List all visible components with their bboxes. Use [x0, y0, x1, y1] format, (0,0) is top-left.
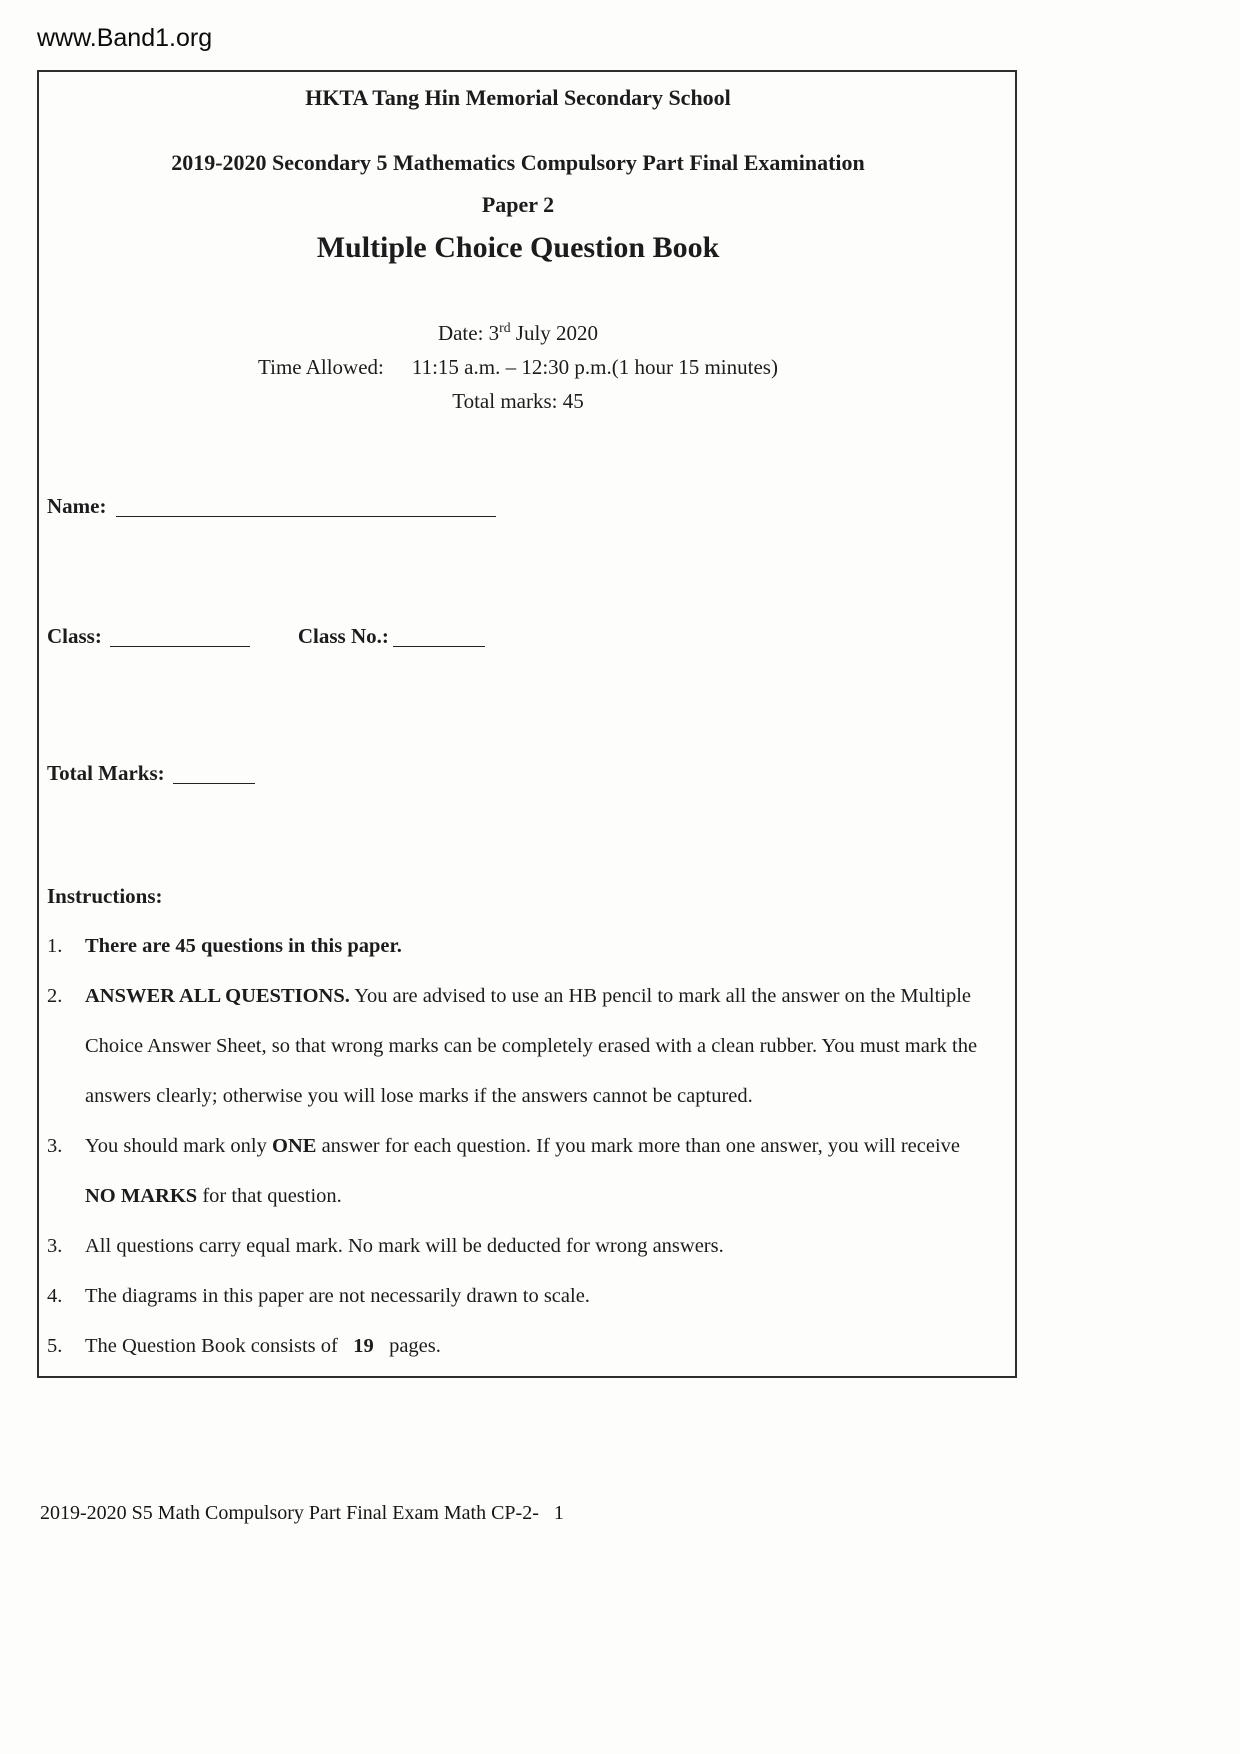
date-suffix: July 2020: [510, 320, 599, 345]
instruction-text-part: ONE: [272, 1134, 317, 1157]
instruction-number: 4.: [47, 1284, 63, 1307]
instruction-text-part: ANSWER ALL QUESTIONS.: [85, 984, 350, 1007]
paper-number: Paper 2: [481, 192, 555, 218]
instruction-item-6: [47, 1321, 989, 1371]
instruction-text-part: The Question Book consists of: [85, 1334, 354, 1357]
instruction-item-1: [47, 921, 989, 971]
total-marks-line: Total marks: 45: [452, 389, 584, 414]
date-prefix: Date: 3: [437, 320, 500, 345]
instruction-text: [85, 1321, 989, 1371]
class-fill-line: [110, 629, 250, 647]
instruction-item-2: [47, 971, 989, 1121]
class-no-label: Class No.:: [297, 624, 389, 649]
watermark-url: www.Band1.org: [37, 24, 213, 52]
time-allowed-value: 11:15 a.m. – 12:30 p.m.(1 hour 15 minutes): [411, 355, 778, 380]
class-no-fill-line: [393, 629, 485, 647]
instruction-text-part: NO MARKS: [85, 1184, 198, 1207]
instruction-item-4: [47, 1221, 989, 1271]
name-fill-line: [116, 499, 496, 517]
page-footer: 2019-2020 S5 Math Compulsory Part Final Exam Math CP-2- 1: [40, 1502, 564, 1524]
instruction-number: 5.: [47, 1334, 63, 1357]
instruction-text: [85, 1121, 989, 1221]
total-marks-fill-line: [173, 766, 255, 784]
instruction-text-part: pages.: [373, 1334, 441, 1357]
instruction-text: [85, 971, 989, 1121]
cover-border-box: [37, 70, 1017, 1378]
instruction-text-part: 19: [353, 1334, 374, 1357]
instruction-text-part: There are 45 questions in this paper.: [85, 934, 402, 957]
instruction-text-part: answer for each question. If you mark more than one answer, you will receive: [316, 1134, 960, 1157]
instruction-text: [85, 1271, 989, 1321]
time-allowed-label: Time Allowed:: [258, 355, 384, 380]
instruction-text: [85, 921, 989, 971]
name-field-row: [47, 492, 989, 520]
name-label: Name:: [47, 493, 107, 518]
school-name: HKTA Tang Hin Memorial Secondary School: [305, 85, 731, 110]
total-marks-label: Total Marks:: [47, 760, 165, 785]
instruction-item-3: [47, 1121, 989, 1221]
instruction-number: 3.: [47, 1134, 63, 1157]
time-allowed: [47, 353, 989, 381]
instructions-heading: Instructions:: [47, 883, 163, 908]
book-title: Multiple Choice Question Book: [316, 230, 720, 264]
exam-date: [47, 319, 989, 347]
instruction-number: 2.: [47, 984, 63, 1007]
instruction-text-part: All questions carry equal mark. No mark will be deducted for wrong answers.: [85, 1234, 724, 1257]
instruction-text-part: You should mark only: [85, 1134, 272, 1157]
instruction-text-part: for that question.: [197, 1184, 342, 1207]
total-marks-field-row: [47, 759, 989, 787]
date-ordinal-suffix: rd: [499, 319, 511, 335]
exam-title: 2019-2020 Secondary 5 Mathematics Compulsory Part Final Examination: [171, 149, 865, 175]
instruction-text-part: You are advised to use an HB pencil to mark all the answer on the Multiple Choice Answer Sheet, so that wrong marks can be completely erased with a clean rubber. You must mark the answers clearly; otherwise you will lose marks if the answers cannot be captured.: [85, 984, 978, 1107]
class-field-row: [47, 622, 989, 650]
instruction-text: [85, 1221, 989, 1271]
instruction-item-5: [47, 1271, 989, 1321]
instruction-text-part: The diagrams in this paper are not necessarily drawn to scale.: [85, 1284, 590, 1307]
instruction-number: 1.: [47, 934, 63, 957]
instruction-number: 3.: [47, 1234, 63, 1257]
class-label: Class:: [47, 624, 102, 649]
